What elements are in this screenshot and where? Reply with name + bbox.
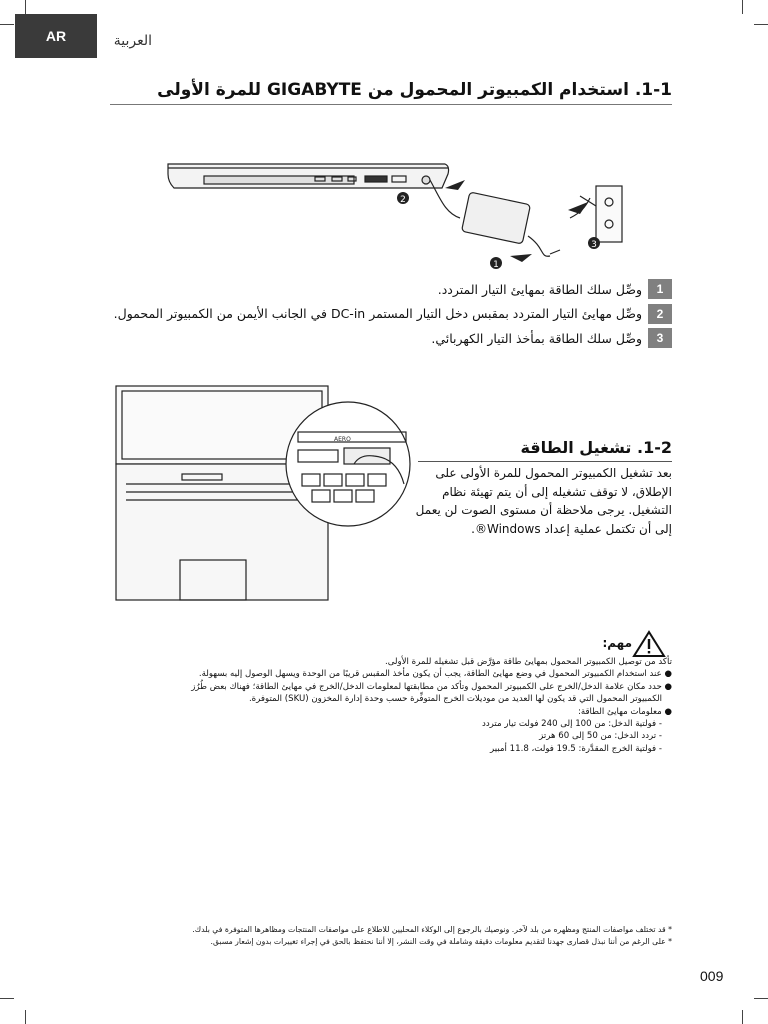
important-title: مهم: xyxy=(602,636,632,650)
crop-mark xyxy=(0,998,14,999)
crop-mark xyxy=(754,24,768,25)
adapter-illustration xyxy=(160,158,630,273)
step-item xyxy=(112,304,672,324)
step-number: 2 xyxy=(648,304,672,324)
paragraph-line: بعد تشغيل الكمبيوتر المحمول للمرة الأولى على xyxy=(435,466,672,480)
power-on-paragraph xyxy=(416,464,672,538)
note-line: ● معلومات مهايئ الطاقة: xyxy=(577,706,672,717)
note-line: - تردد الدخل: من 50 إلى 60 هرتز xyxy=(539,731,662,742)
step-text: وصِّل سلك الطاقة بمأخذ التيار الكهربائي. xyxy=(431,330,642,346)
footnotes xyxy=(92,924,672,948)
step-text: وصِّل مهايئ التيار المتردد بمقبس دخل التيار المستمر DC-in في الجانب الأيمن من الكمبيوتر المحمول. xyxy=(113,306,642,322)
step-text: وصِّل سلك الطاقة بمهايئ التيار المتردد. xyxy=(437,281,642,297)
title-rule xyxy=(110,104,672,105)
crop-mark xyxy=(0,24,14,25)
crop-mark xyxy=(742,0,743,14)
note-line: ● حدد مكان علامة الدخل/الخرج على الكمبيوتر المحمول وتأكد من مطابقتها لمعلومات الدخل/الخرج في مهايئ الطاقة؛ فهناك بعض طُرُز xyxy=(191,681,672,692)
callout-2: 2 xyxy=(400,195,406,205)
paragraph-line: الإطلاق، لا توقف تشغيله إلى أن يتم تهيئة نظام xyxy=(442,484,672,499)
laptop-illustration xyxy=(112,384,412,614)
step-number: 3 xyxy=(648,328,672,348)
language-name: العربية xyxy=(113,33,152,49)
paragraph-line: التشغيل. يرجى ملاحظة أن مستوى الصوت لن يعمل xyxy=(415,503,672,517)
warning-icon xyxy=(632,630,666,658)
crop-mark xyxy=(25,0,26,14)
callout-3: 3 xyxy=(591,240,597,250)
note-line: تأكد من توصيل الكمبيوتر المحمول بمهايئ طاقة مؤرَّض قبل تشغيله للمرة الأولى. xyxy=(384,657,672,667)
svg-text:AERO: AERO xyxy=(334,436,351,443)
crop-mark xyxy=(742,1010,743,1024)
page-number: 009 xyxy=(700,968,724,984)
section-2-rule xyxy=(418,461,672,462)
footnote: * قد تختلف مواصفات المنتج ومظهره من بلد لآخر. ونوصيك بالرجوع إلى الوكلاء المحليين للاطلاع على مواصفات المنتجات ومظاهرها المتوفرة في بلدك. xyxy=(192,925,672,934)
section-1-title: 1-1. استخدام الكمبيوتر المحمول من GIGABYTE للمرة الأولى xyxy=(157,80,672,100)
important-notes xyxy=(92,656,672,755)
step-item xyxy=(112,328,672,348)
crop-mark xyxy=(754,998,768,999)
note-line: ● عند استخدام الكمبيوتر المحمول في وضع مهايئ الطاقة، يجب أن يكون مأخذ المقبس قريبًا من الوحدة ويسهل الوصول إليه بسهولة. xyxy=(198,669,672,680)
step-number: 1 xyxy=(648,279,672,299)
step-item xyxy=(112,279,672,299)
note-line: الكمبيوتر المحمول التي قد يكون لها العديد من موديلات الخرج المتوفِّرة حسب وحدة إدارة المخزون (SKU) المتوفرة. xyxy=(248,694,662,705)
callout-1: 1 xyxy=(493,260,499,270)
language-tab: AR xyxy=(15,14,97,58)
footnote: * على الرغم من أننا نبذل قصارى جهدنا لتقديم معلومات دقيقة وشاملة في وقت النشر، إلا أننا نحتفظ بالحق في إجراء تغييرات بدون إشعار مسبق. xyxy=(210,937,672,946)
section-2-title: 1-2. تشغيل الطاقة xyxy=(520,438,672,457)
note-line: - فولتية الدخل: من 100 إلى 240 فولت تيار متردد xyxy=(482,719,662,730)
crop-mark xyxy=(25,1010,26,1024)
setup-steps xyxy=(112,279,672,353)
paragraph-line: إلى أن تكتمل عملية إعداد Windows®. xyxy=(471,521,672,536)
note-line: - فولتية الخرج المقدَّرة: 19.5 فولت، 11.8 أمبير xyxy=(490,743,662,754)
